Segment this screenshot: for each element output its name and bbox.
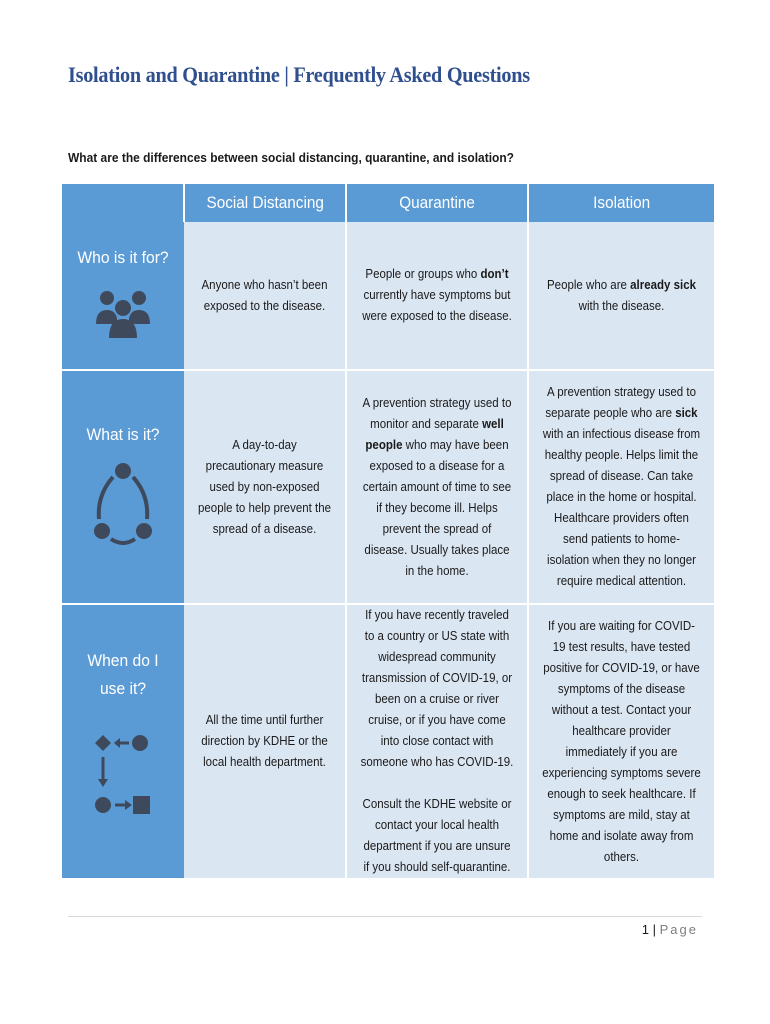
row-header-when: [62, 604, 184, 879]
cell-what-social-distancing: A day-to-day precautionary measure used by non-exposed people to help prevent the spread of a disease.: [184, 370, 346, 604]
section-question: What are the differences between social distancing, quarantine, and isolation?: [68, 150, 514, 165]
footer-divider: [68, 916, 702, 917]
table-header-row: [62, 184, 714, 222]
row-label-what: What is it?: [86, 425, 160, 444]
page-title: Isolation and Quarantine | Frequently Asked Questions: [68, 62, 530, 87]
row-header-what: [62, 370, 184, 604]
cell-when-social-distancing: All the time until further direction by KDHE or the local health department.: [184, 604, 346, 879]
cell-who-quarantine: People or groups who don’t currently have symptoms but were exposed to the disease.: [346, 222, 528, 370]
row-label-who: Who is it for?: [77, 248, 169, 267]
cell-who-isolation: People who are already sick with the disease.: [528, 222, 714, 370]
column-header-social-distancing: Social Distancing: [184, 184, 346, 222]
cell-who-social-distancing: Anyone who hasn’t been exposed to the disease.: [184, 222, 346, 370]
column-header-quarantine: Quarantine: [346, 184, 528, 222]
page-separator: |: [652, 922, 656, 937]
row-header-who: [62, 222, 184, 370]
column-header-isolation: Isolation: [528, 184, 714, 222]
page-number: [642, 922, 698, 937]
cycle-icon: [93, 461, 153, 545]
cell-when-isolation: If you are waiting for COVID-19 test results, have tested positive for COVID-19, or have symptoms of the disease without a test. Contact your healthcare provider immediately if you are experiencing symptoms severe enough to seek healthcare. If symptoms are mild, stay at home and isolate away from others.: [528, 604, 714, 879]
cell-when-quarantine: If you have recently traveled to a country or US state with widespread community transmission of COVID-19, or been on a cruise or river cruise, or if you have come into close contact with someone who has COVID-19. Consult the KDHE website or contact your local health department if you are unsure if you should self-quarantine.: [346, 604, 528, 879]
comparison-table: [62, 184, 714, 880]
header-corner: [62, 184, 184, 222]
page-label: Page: [659, 922, 698, 937]
people-group-icon: [95, 286, 151, 338]
table-row-who: [62, 222, 714, 370]
table-row-when: [62, 604, 714, 879]
page-number-value: 1: [641, 922, 649, 937]
row-label-when: When do I use it?: [87, 651, 159, 698]
cell-what-isolation: A prevention strategy used to separate people who are sick with an infectious disease from healthy people. Helps limit the spread of disease. Can take place in the home or hospital. Healthcare providers often send patients to home-isolation when they no longer require medical attention.: [528, 370, 714, 604]
flow-process-icon: [95, 733, 151, 829]
table-row-what: [62, 370, 714, 604]
cell-what-quarantine: A prevention strategy used to monitor and separate well people who may have been exposed to a disease for a certain amount of time to see if they become ill. Helps prevent the spread of disease. Usually takes place in the home.: [346, 370, 528, 604]
